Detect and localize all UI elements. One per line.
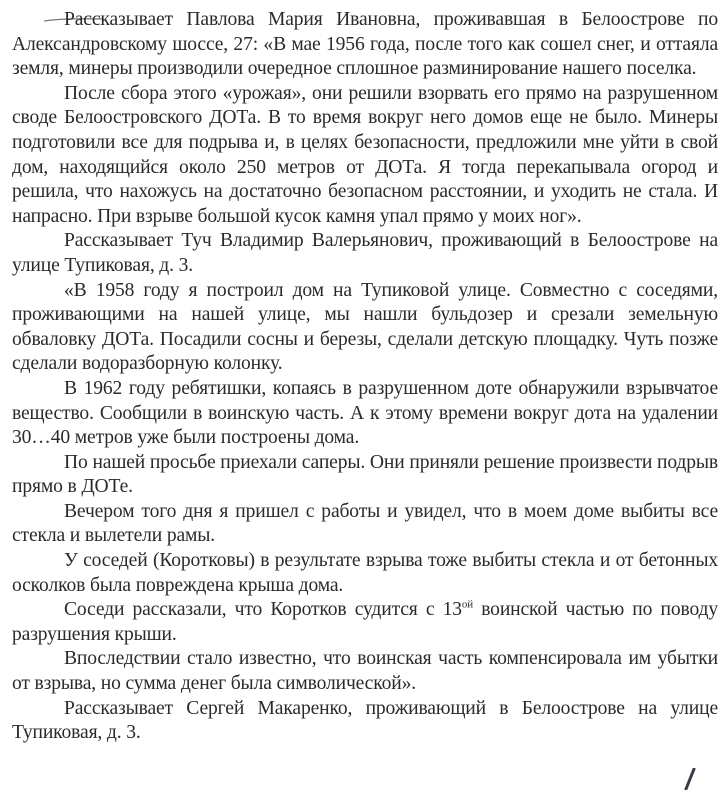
paragraph-lawsuit: [12, 598, 718, 647]
paragraph-compensation: Впоследствии стало известно, что воинская часть компенсировала им убытки от взрыва, но сумма денег была символической».: [12, 648, 718, 695]
paragraph-evening: Вечером того дня я пришел с работы и увидел, что в моем доме выбиты все стекла и вылетели рамы.: [12, 500, 718, 547]
document-body: [12, 8, 718, 746]
paragraph-tuch-1962: В 1962 году ребятишки, копаясь в разрушенном доте обнаружили взрывчатое вещество. Сообщили в воинскую часть. А к этому времени вокруг дота на удалении 30…40 метров уже были построены дома.: [12, 377, 718, 449]
paragraph-tuch-intro: Рассказывает Туч Владимир Валерьянович, проживающий в Белоострове на улице Тупиковая, д. 3.: [12, 230, 718, 276]
lawsuit-text-after: воинской частью по поводу разрушения крыши.: [12, 599, 718, 645]
paragraph-pavlova-intro: Рассказывает Павлова Мария Ивановна, проживавшая в Белоострове по Александровскому шоссе, 27: «В мае 1956 года, после того как сошел снег, и оттаяла земля, минеры производили очередное сплошное разминирование нашего поселка.: [12, 9, 718, 80]
paragraph-tuch-1958: «В 1958 году я построил дом на Тупиковой улице. Совместно с соседями, проживающими на нашей улице, мы нашли бульдозер и срезали земельную обваловку ДОТа. Посадили сосны и березы, сделали детскую площадку. Чуть позже сделали водоразборную колонку.: [12, 279, 718, 375]
paragraph-makarenko-intro: Рассказывает Сергей Макаренко, проживающий в Белоострове на улице Тупиковая, д. 3.: [12, 697, 718, 744]
paragraph-neighbors: У соседей (Коротковы) в результате взрыва тоже выбиты стекла и от бетонных осколков была повреждена крыша дома.: [12, 550, 718, 596]
pen-mark-bottom: [680, 768, 700, 790]
paragraph-sappers: По нашей просьбе приехали саперы. Они приняли решение произвести подрыв прямо в ДОТе.: [12, 451, 718, 498]
paragraph-pavlova-story: После сбора этого «урожая», они решили взорвать его прямо на разрушенном своде Белоостровского ДОТа. В то время вокруг него домов еще не было. Минеры подготовили все для подрыва и, в целях безопасности, предложили мне уйти в свой дом, находящийся около 250 метров от ДОТа. Я тогда перекапывала огород и решила, что нахожусь на достаточно безопасном расстоянии, и уходить не стала. И напрасно. При взрыве большой кусок камня упал прямо у моих ног».: [12, 82, 718, 227]
ordinal-suffix: ой: [461, 598, 473, 611]
lawsuit-text-before: Соседи рассказали, что Коротков судится с 13: [64, 599, 462, 621]
